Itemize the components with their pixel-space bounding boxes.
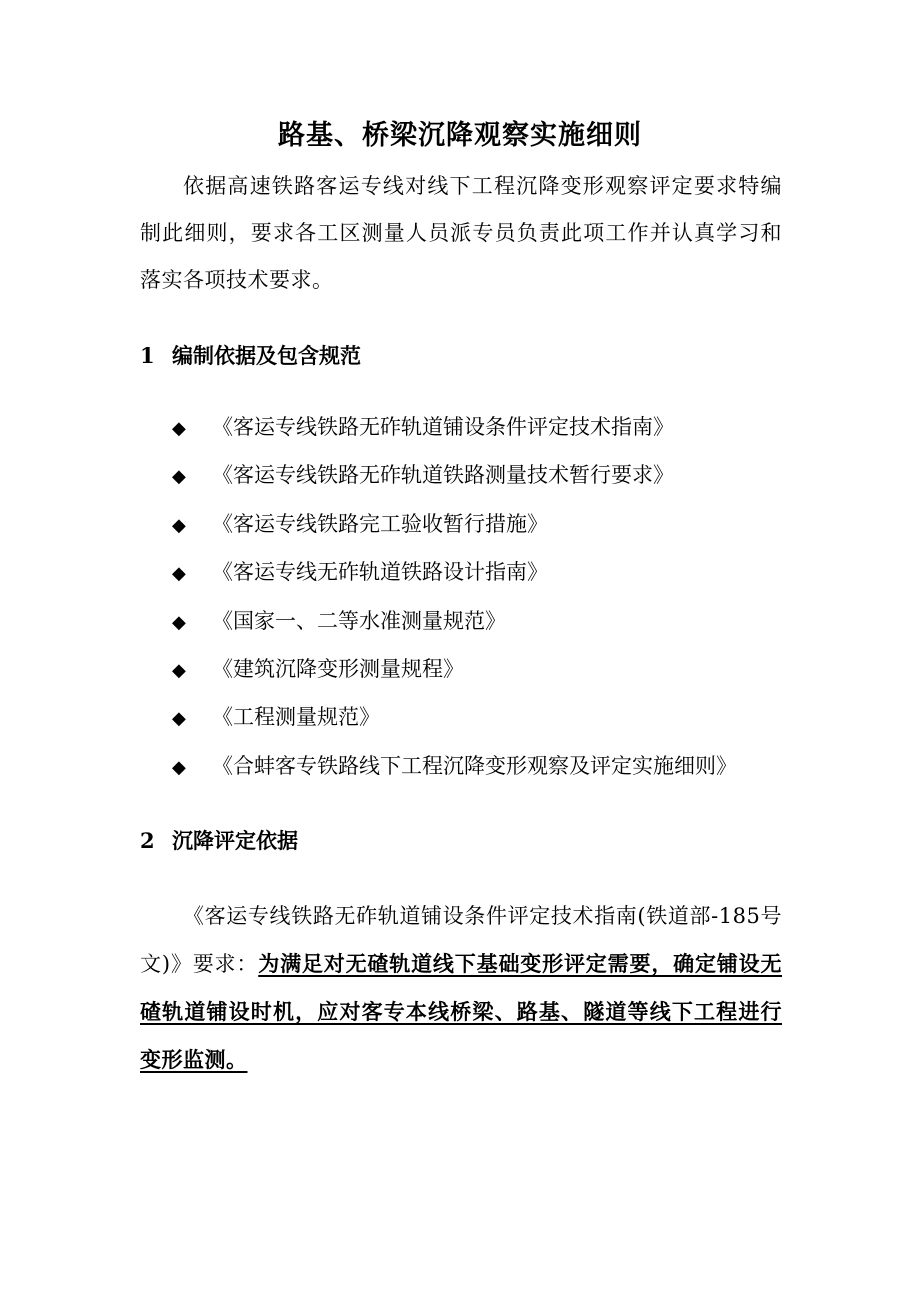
document-title: 路基、桥梁沉降观察实施细则 <box>278 120 642 151</box>
list-item <box>172 697 737 745</box>
section-1-title: 编制依据及包含规范 <box>172 343 361 368</box>
diamond-bullet-icon: ◆ <box>172 418 186 439</box>
list-item <box>172 455 737 503</box>
list-item-text: 《建筑沉降变形测量规程》 <box>212 656 464 681</box>
list-item <box>172 649 737 697</box>
diamond-bullet-icon: ◆ <box>172 659 186 681</box>
section-2-heading <box>140 826 298 856</box>
intro-paragraph: 依据高速铁路客运专线对线下工程沉降变形观察评定要求特编制此细则，要求各工区测量人员派专员负责此项工作并认真学习和落实各项技术要求。 <box>140 174 782 292</box>
standards-list <box>172 407 737 794</box>
list-item-text: 《合蚌客专铁路线下工程沉降变形观察及评定实施细则》 <box>212 753 737 778</box>
section-2-number: 2 <box>140 828 155 853</box>
list-item-text: 《客运专线铁路无砟轨道铺设条件评定技术指南》 <box>212 415 674 439</box>
list-item <box>172 746 737 794</box>
diamond-bullet-icon: ◆ <box>172 708 186 730</box>
section-1-number: 1 <box>140 343 155 368</box>
list-item-text: 《客运专线铁路无砟轨道铁路测量技术暂行要求》 <box>212 463 674 488</box>
requirement-emphasis: 为满足对无碴轨道线下基础变形评定需要，确定铺设无碴轨道铺设时机，应对客专本线桥梁、路基、隧道等线下工程进行变形监测。 <box>140 951 783 1072</box>
requirement-paragraph <box>140 893 782 1084</box>
list-item-text: 《工程测量规范》 <box>212 705 380 730</box>
diamond-bullet-icon: ◆ <box>172 514 186 536</box>
requirement-text: 《客运专线铁路无砟轨道铺设条件评定技术指南(铁道部-185号文)》要求： <box>140 904 782 976</box>
list-item <box>172 552 737 600</box>
diamond-bullet-icon: ◆ <box>172 756 186 778</box>
section-2-title: 沉降评定依据 <box>172 828 298 853</box>
list-item <box>172 601 737 649</box>
diamond-bullet-icon: ◆ <box>172 611 186 633</box>
diamond-bullet-icon: ◆ <box>172 466 186 488</box>
list-item <box>172 407 737 455</box>
list-item-text: 《客运专线无砟轨道铁路设计指南》 <box>212 560 548 585</box>
list-item-text: 《客运专线铁路完工验收暂行措施》 <box>212 511 548 536</box>
section-1-heading <box>140 341 361 371</box>
diamond-bullet-icon: ◆ <box>172 563 186 585</box>
list-item <box>172 504 737 552</box>
list-item-text: 《国家一、二等水准测量规范》 <box>212 608 506 633</box>
